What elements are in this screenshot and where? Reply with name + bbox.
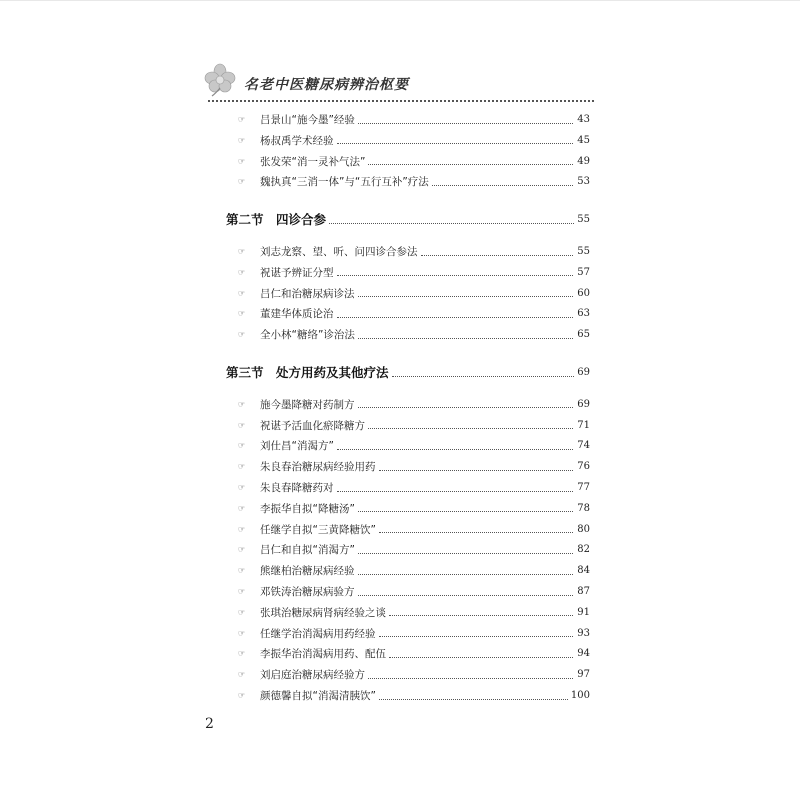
toc-page-number: 91 <box>577 606 590 618</box>
toc-entry[interactable] <box>238 480 590 496</box>
toc-leader-dots <box>379 470 574 471</box>
toc-bullet-icon: ☞ <box>238 691 245 700</box>
toc-leader-dots <box>337 275 574 276</box>
toc-page-number: 74 <box>577 440 590 452</box>
toc-entry[interactable] <box>238 265 590 281</box>
toc-entry-label: 张琪治糖尿病肾病经验之谈 <box>260 606 386 619</box>
toc-bullet-icon: ☞ <box>238 524 245 534</box>
toc-bullet-icon: ☞ <box>238 566 245 576</box>
toc-entry[interactable] <box>238 501 590 517</box>
toc-leader-dots <box>337 491 574 492</box>
toc-page-number: 77 <box>577 482 590 493</box>
toc-page-number: 55 <box>577 213 590 225</box>
toc-entry[interactable] <box>238 154 590 170</box>
toc-page-number: 97 <box>577 669 590 681</box>
toc-entry[interactable] <box>238 112 590 128</box>
toc-page-number: 87 <box>577 586 590 597</box>
toc-entry-label: 邓铁涛治糖尿病验方 <box>260 586 355 598</box>
toc-leader-dots <box>337 449 573 450</box>
toc-entry-label: 吕景山“施今墨”经验 <box>260 114 355 126</box>
toc-bullet-icon: ☞ <box>238 247 245 256</box>
toc-page-number: 53 <box>577 176 590 188</box>
toc-entry-label: 全小林“糖络”诊治法 <box>260 329 355 342</box>
toc-entry[interactable] <box>238 397 590 413</box>
toc-entry-label: 任继学自拟“三黄降糖饮” <box>260 523 376 536</box>
toc-leader-dots <box>368 428 573 429</box>
toc-entry-label: 朱良春降糖药对 <box>260 482 334 494</box>
toc-bullet-icon: ☞ <box>238 420 245 430</box>
toc-entry[interactable] <box>238 133 590 149</box>
toc-leader-dots <box>358 338 573 339</box>
toc-section-label: 第二节 四诊合参 <box>226 212 327 228</box>
toc-bullet-icon: ☞ <box>238 177 245 187</box>
toc-entry-label: 刘仕昌“消渴方” <box>260 440 334 453</box>
toc-page-number: 69 <box>577 366 590 378</box>
toc-page-number: 60 <box>577 287 590 299</box>
toc-page-number: 71 <box>577 419 590 431</box>
toc-page-number: 94 <box>577 648 590 660</box>
toc-leader-dots <box>358 595 574 596</box>
toc-page-number: 76 <box>577 461 590 473</box>
toc-entry-label: 张发荣“消一灵补气法” <box>260 155 366 168</box>
toc-page-number: 45 <box>577 134 590 146</box>
toc-bullet-icon: ☞ <box>238 503 245 513</box>
toc-bullet-icon: ☞ <box>238 288 245 298</box>
toc-section-label: 第三节 处方用药及其他疗法 <box>226 365 389 380</box>
toc-page-number: 93 <box>577 627 590 639</box>
toc-entry[interactable] <box>238 646 590 662</box>
toc-bullet-icon: ☞ <box>238 483 245 492</box>
toc-leader-dots <box>379 699 568 700</box>
toc-page-number: 55 <box>577 246 590 257</box>
toc-entry-label: 颜德馨自拟“消渴清胰饮” <box>260 690 376 702</box>
toc-leader-dots <box>358 511 573 512</box>
toc-entry-label: 吕仁和治糖尿病诊法 <box>260 287 355 300</box>
toc-bullet-icon: ☞ <box>238 628 245 638</box>
toc-page-number: 43 <box>577 114 590 125</box>
toc-leader-dots <box>392 376 575 377</box>
toc-entry-label: 任继学治消渴病用药经验 <box>260 627 376 640</box>
toc-entry-label: 李振华自拟“降糖汤” <box>260 502 355 515</box>
toc-leader-dots <box>389 657 573 658</box>
toc-leader-dots <box>368 164 573 165</box>
crop-mark <box>0 0 800 1</box>
toc-entry[interactable] <box>238 327 590 343</box>
toc-entry-label: 刘启庭治糖尿病经验方 <box>260 669 365 682</box>
toc-entry-label: 施今墨降糖对药制方 <box>260 398 355 411</box>
toc-entry-label: 熊继柏治糖尿病经验 <box>260 565 355 578</box>
toc-entry[interactable] <box>238 667 590 683</box>
toc-entry-label: 李振华治消渴病用药、配伍 <box>260 648 386 661</box>
toc-page-number: 78 <box>577 502 590 514</box>
toc-leader-dots <box>379 532 573 533</box>
toc-entry-label: 董建华体质论治 <box>260 308 334 321</box>
toc-page-number: 69 <box>577 398 590 410</box>
toc-leader-dots <box>368 678 573 679</box>
toc-bullet-icon: ☞ <box>238 462 245 472</box>
toc-entry-label: 刘志龙察、望、听、问四诊合参法 <box>260 246 418 258</box>
toc-page-number: 63 <box>577 308 590 320</box>
toc-entry[interactable] <box>238 244 590 260</box>
toc-page-number: 84 <box>577 565 590 577</box>
page-number: 2 <box>205 716 214 732</box>
toc-page-number: 65 <box>577 329 590 341</box>
toc-bullet-icon: ☞ <box>238 670 245 680</box>
toc-bullet-icon: ☞ <box>238 330 245 340</box>
toc-entry[interactable] <box>238 626 590 642</box>
toc-bullet-icon: ☞ <box>238 135 245 145</box>
toc-bullet-icon: ☞ <box>238 267 245 277</box>
toc-leader-dots <box>379 636 574 637</box>
toc-page-number: 100 <box>570 690 590 701</box>
flower-logo-icon <box>202 62 238 98</box>
toc-bullet-icon: ☞ <box>238 649 245 659</box>
toc-entry-label: 杨叔禹学术经验 <box>260 134 334 147</box>
toc-entry[interactable] <box>238 605 590 621</box>
toc-leader-dots <box>389 615 573 616</box>
toc-leader-dots <box>421 255 574 256</box>
toc-entry[interactable] <box>238 542 590 558</box>
header-rule <box>208 100 594 102</box>
toc-bullet-icon: ☞ <box>238 309 245 319</box>
toc-leader-dots <box>358 296 574 297</box>
toc-entry[interactable] <box>238 306 590 322</box>
toc-page-number: 57 <box>577 266 590 278</box>
toc-bullet-icon: ☞ <box>238 607 245 617</box>
toc-page-number: 80 <box>577 523 590 535</box>
toc-leader-dots <box>358 574 574 575</box>
toc-leader-dots <box>432 185 573 186</box>
toc-entry[interactable] <box>238 459 590 475</box>
toc-bullet-icon: ☞ <box>238 441 245 451</box>
toc-bullet-icon: ☞ <box>238 399 245 409</box>
toc-page-number: 82 <box>577 544 590 556</box>
toc-leader-dots <box>329 223 574 224</box>
toc-entry-label: 魏执真“三消一体”与“五行互补”疗法 <box>260 176 429 189</box>
toc-leader-dots <box>358 123 573 124</box>
toc-leader-dots <box>337 317 574 318</box>
toc-entry[interactable] <box>238 584 590 600</box>
toc-entry-label: 朱良春治糖尿病经验用药 <box>260 461 376 474</box>
toc-bullet-icon: ☞ <box>238 156 245 166</box>
toc-section-heading[interactable] <box>226 209 590 229</box>
toc-entry-label: 祝谌予辨证分型 <box>260 266 334 279</box>
toc-entry[interactable] <box>238 418 590 434</box>
toc-section-heading[interactable] <box>226 362 590 382</box>
toc-entry[interactable] <box>238 438 590 454</box>
toc-entry-label: 吕仁和自拟“消渴方” <box>260 544 355 557</box>
running-header <box>200 62 600 102</box>
toc-entry-label: 祝谌予活血化瘀降糖方 <box>260 419 365 432</box>
toc-bullet-icon: ☞ <box>238 587 245 596</box>
running-header-title: 名老中医糖尿病辨治枢要 <box>244 77 409 93</box>
toc-bullet-icon: ☞ <box>238 545 245 555</box>
toc-entry[interactable] <box>238 563 590 579</box>
toc-entry[interactable] <box>238 688 590 704</box>
toc-page-number: 49 <box>577 155 590 167</box>
toc-bullet-icon: ☞ <box>238 115 245 124</box>
toc-entry[interactable] <box>238 522 590 538</box>
toc-leader-dots <box>358 553 573 554</box>
toc-leader-dots <box>337 143 574 144</box>
toc-entry[interactable] <box>238 174 590 190</box>
toc-leader-dots <box>358 407 574 408</box>
toc-entry[interactable] <box>238 286 590 302</box>
